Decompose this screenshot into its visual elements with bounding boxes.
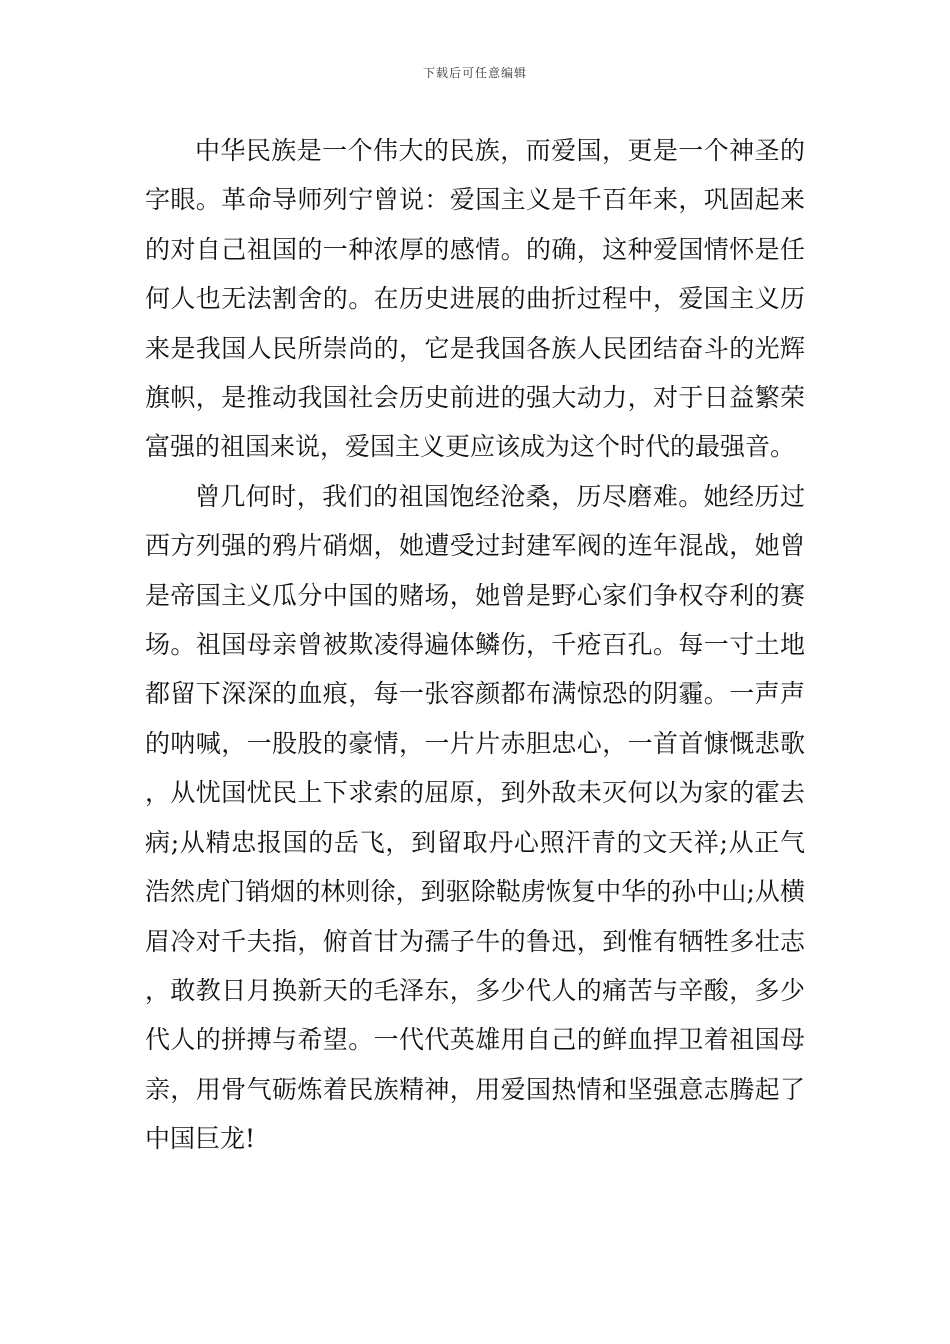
- article-body: [145, 126, 805, 1164]
- paragraph-1: 中华民族是一个伟大的民族，而爱国，更是一个神圣的字眼。革命导师列宁曾说：爱国主义是千百年来，巩固起来的对自己祖国的一种浓厚的感情。的确，这种爱国情怀是任何人也无法割舍的。在历史进展的曲折过程中，爱国主义历来是我国人民所崇尚的，它是我国各族人民团结奋斗的光辉旗帜，是推动我国社会历史前进的强大动力，对于日益繁荣富强的祖国来说，爱国主义更应该成为这个时代的最强音。: [145, 136, 805, 462]
- paragraph-2: 曾几何时，我们的祖国饱经沧桑，历尽磨难。她经历过西方列强的鸦片硝烟，她遭受过封建军阀的连年混战，她曾是帝国主义瓜分中国的赌场，她曾是野心家们争权夺利的赛场。祖国母亲曾被欺凌得遍体鳞伤，千疮百孔。每一寸土地都留下深深的血痕，每一张容颜都布满惊恐的阴霾。一声声的呐喊，一股股的豪情，一片片赤胆忠心，一首首慷慨悲歌，从忧国忧民上下求索的屈原，到外敌未灭何以为家的霍去病;从精忠报国的岳飞，到留取丹心照汗青的文天祥;从正气浩然虎门销烟的林则徐，到驱除鞑虏恢复中华的孙中山;从横眉冷对千夫指，俯首甘为孺子牛的鲁迅，到惟有牺牲多壮志，敢教日月换新天的毛泽东，多少代人的痛苦与辛酸，多少代人的拼搏与希望。一代代英雄用自己的鲜血捍卫着祖国母亲，用骨气砺炼着民族精神，用爱国热情和坚强意志腾起了中国巨龙!: [145, 481, 805, 1154]
- page-header: 下载后可任意编辑: [422, 66, 527, 80]
